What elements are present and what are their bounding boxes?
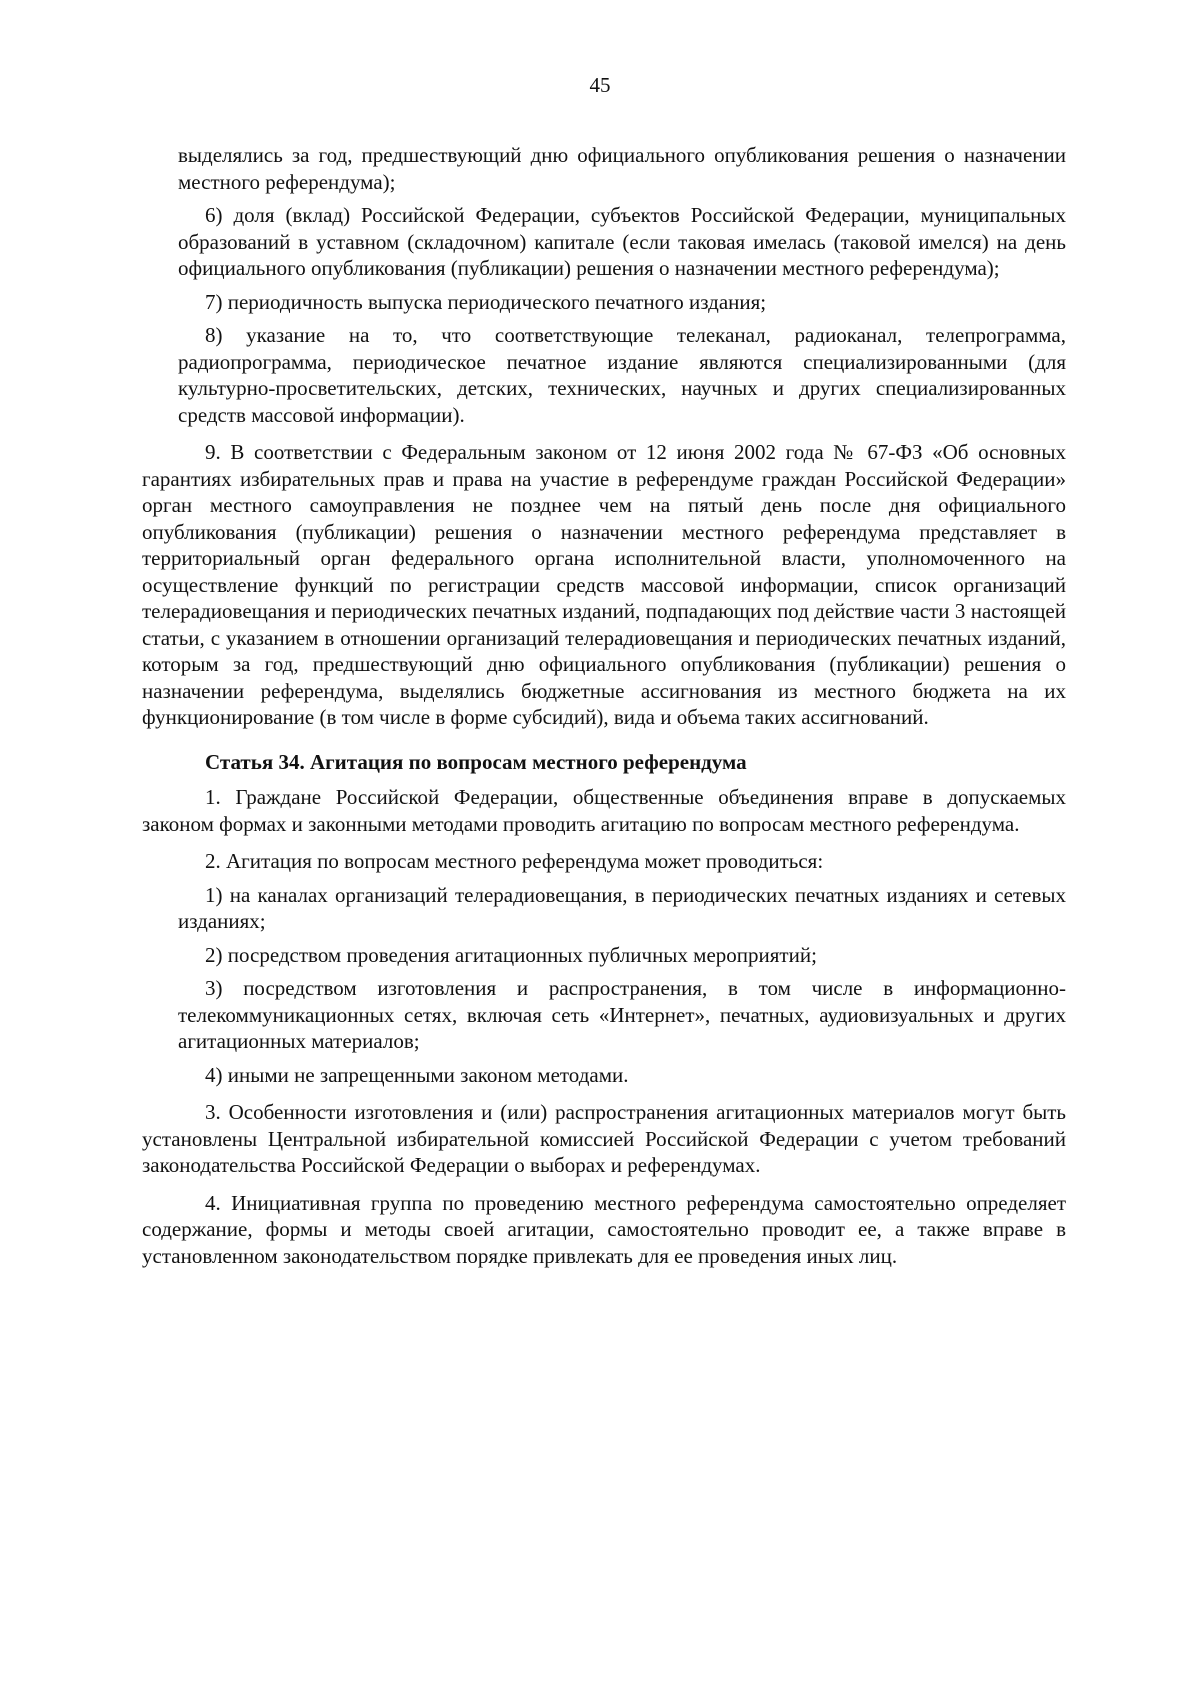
list-item-2: 2) посредством проведения агитационных публичных мероприятий; bbox=[205, 942, 817, 967]
page-number: 45 bbox=[589, 73, 611, 97]
paragraph-9: 9. В соответствии с Федеральным законом от 12 июня 2002 года № 67-ФЗ «Об основных гарантиях избирательных прав и права на участие в референдуме граждан Российской Федерации» орган местного самоуправления не позднее чем на пятый день после дня официального опубликования (публикации) решения о назначении местного референдума представляет в территориальный орган федерального органа исполнительной власти, уполномоченного на осуществление функций по регистрации средств массовой информации, список организаций телерадиовещания и периодических печатных изданий, подпадающих под действие части 3 настоящей статьи, с указанием в отношении организаций телерадиовещания и периодических печатных изданий, которым за год, предшествующий дню официального опубликования (публикации) решения о назначении референдума, выделялись бюджетные ассигнования из местного бюджета на их функционирование (в том числе в форме субсидий), вида и объема таких ассигнований. bbox=[142, 440, 1066, 729]
paragraph-1: 1. Граждане Российской Федерации, общественные объединения вправе в допускаемых законом формах и законными методами проводить агитацию по вопросам местного референдума. bbox=[142, 785, 1066, 836]
paragraph-3: 3. Особенности изготовления и (или) распространения агитационных материалов могут быть установлены Центральной избирательной комиссией Российской Федерации с учетом требований законодательства Российской Федерации о выборах и референдумах. bbox=[142, 1100, 1066, 1177]
list-item-7: 7) периодичность выпуска периодического печатного издания; bbox=[205, 289, 767, 314]
list-item-3: 3) посредством изготовления и распространения, в том числе в информационно-телекоммуникационных сетях, включая сеть «Интернет», печатных, аудиовизуальных и других агитационных материалов; bbox=[178, 976, 1066, 1053]
article-34-heading: Статья 34. Агитация по вопросам местного референдума bbox=[205, 749, 747, 774]
paragraph-4: 4. Инициативная группа по проведению местного референдума самостоятельно определяет содержание, формы и методы своей агитации, самостоятельно проводит ее, а также вправе в установленном законодательством порядке привлекать для ее проведения иных лиц. bbox=[142, 1190, 1066, 1268]
paragraph-2: 2. Агитация по вопросам местного референдума может проводиться: bbox=[205, 849, 824, 873]
list-item-6: 6) доля (вклад) Российской Федерации, субъектов Российской Федерации, муниципальных образований в уставном (складочном) капитале (если таковая имелась (таковой имелся) на день официального опубликования (публикации) решения о назначении местного референдума); bbox=[178, 203, 1066, 280]
paragraph-continuation: выделялись за год, предшествующий дню официального опубликования решения о назначении местного референдума); bbox=[178, 143, 1066, 194]
list-item-8: 8) указание на то, что соответствующие телеканал, радиоканал, телепрограмма, радиопрограмма, периодическое печатное издание являются специализированными (для культурно-просветительских, детских, технических, научных и других специализированных средств массовой информации). bbox=[178, 323, 1066, 427]
list-item-1: 1) на каналах организаций телерадиовещания, в периодических печатных изданиях и сетевых изданиях; bbox=[178, 882, 1066, 933]
document-body bbox=[142, 142, 1066, 1276]
list-item-4: 4) иными не запрещенными законом методами. bbox=[205, 1062, 629, 1087]
